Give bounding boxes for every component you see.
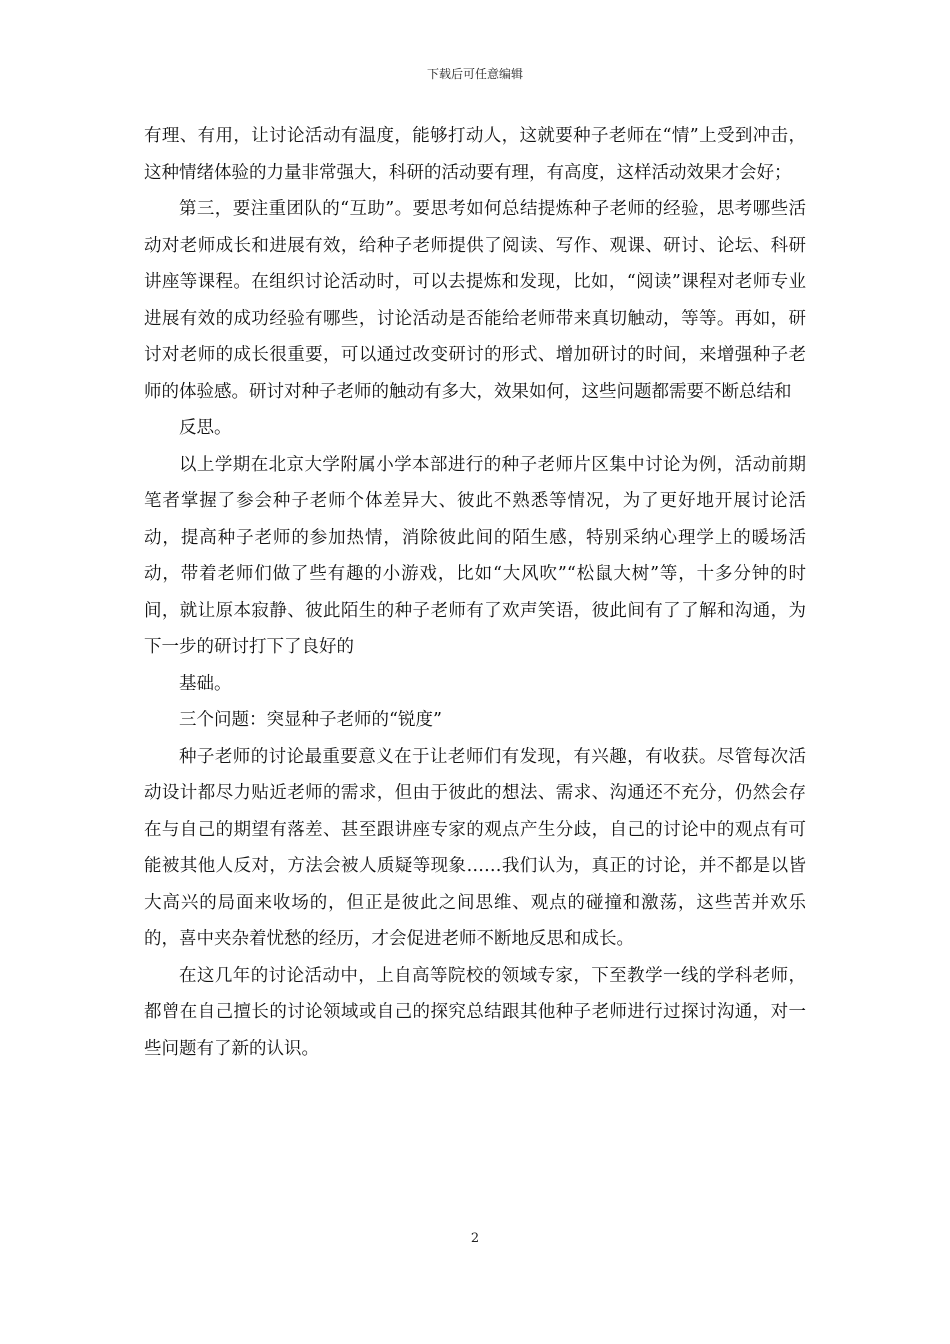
section-heading: 三个问题：突显种子老师的“锐度” — [179, 710, 442, 730]
paragraph: 反思。 — [179, 418, 232, 438]
paragraph: 有理、有用，让讨论活动有温度，能够打动人，这就要种子老师在“情”上受到冲击，这种情绪体验的力量非常强大，科研的活动要有理，有高度，这样活动效果才会好； — [144, 126, 806, 183]
paragraph: 种子老师的讨论最重要意义在于让老师们有发现，有兴趣，有收获。尽管每次活动设计都尽力贴近老师的需求，但由于彼此的想法、需求、沟通还不充分，仍然会存在与自己的期望有落差、甚至跟讲座专家的观点产生分歧，自己的讨论中的观点有可能被其他人反对，方法会被人质疑等现象……我们认为，真正的讨论，并不都是以皆大高兴的局面来收场的，但正是彼此之间思维、观点的碰撞和激荡，这些苦并欢乐的，喜中夹杂着忧愁的经历，才会促进老师不断地反思和成长。 — [144, 746, 806, 949]
page-number: 2 — [470, 1231, 480, 1246]
paragraph: 基础。 — [179, 673, 232, 694]
paragraph: 在这几年的讨论活动中，上自高等院校的领域专家，下至教学一线的学科老师，都曾在自己擅长的讨论领域或自己的探究总结跟其他种子老师进行过探讨沟通，对一些问题有了新的认识。 — [144, 965, 806, 1059]
paragraph: 第三，要注重团队的“互助”。要思考如何总结提炼种子老师的经验，思考哪些活动对老师成长和进展有效，给种子老师提供了阅读、写作、观课、研讨、论坛、科研讲座等课程。在组织讨论活动时，可以去提炼和发现，比如，“阅读”课程对老师专业进展有效的成功经验有哪些，讨论活动是否能给老师带来真切触动，等等。再如，研讨对老师的成长很重要，可以通过改变研讨的形式、增加研讨的时间，来增强种子老师的体验感。研讨对种子老师的触动有多大，效果如何，这些问题都需要不断总结和 — [144, 199, 806, 402]
page-header: 下载后可任意编辑 — [426, 67, 523, 81]
document-body — [144, 118, 806, 1067]
paragraph: 以上学期在北京大学附属小学本部进行的种子老师片区集中讨论为例，活动前期笔者掌握了参会种子老师个体差异大、彼此不熟悉等情况，为了更好地开展讨论活动，提高种子老师的参加热情，消除彼此间的陌生感，特别采纳心理学上的暖场活动，带着老师们做了些有趣的小游戏，比如“大风吹”“松鼠大树”等，十多分钟的时间，就让原本寂静、彼此陌生的种子老师有了欢声笑语，彼此间有了了解和沟通，为下一步的研讨打下了良好的 — [144, 454, 806, 657]
